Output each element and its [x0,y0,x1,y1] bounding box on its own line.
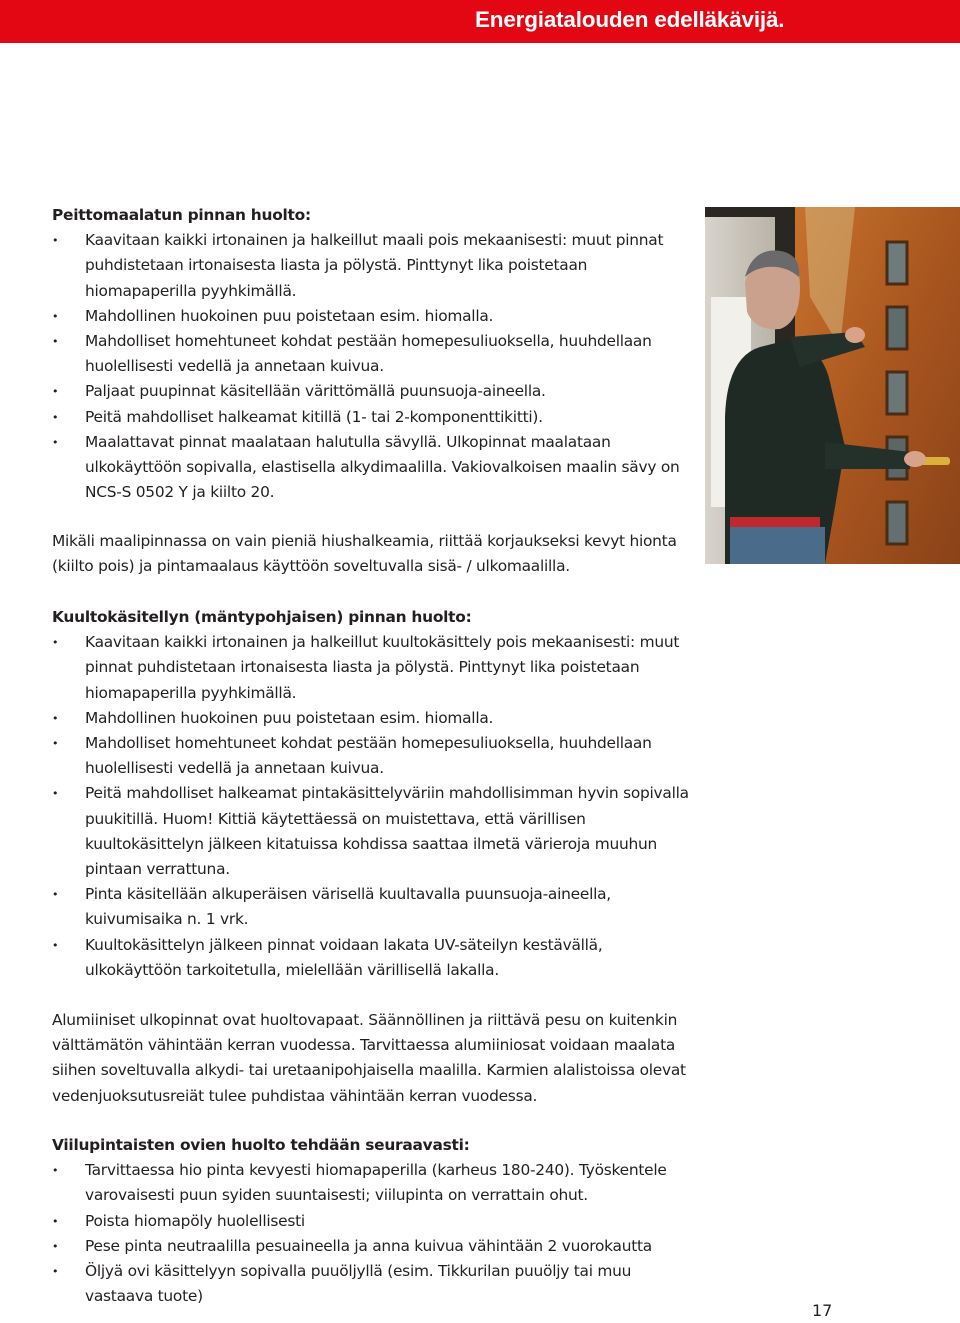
section-heading: Kuultokäsitellyn (mäntypohjaisen) pinnan huolto: [52,608,472,626]
list-item: • Tarvittaessa hio pinta kevyesti hiomapaperilla (karheus 180-240). Työskentele varovaisesti puun syiden suuntaisesti; viilupinta on verrattain ohut. [52,1158,692,1208]
header-title: Energiatalouden edelläkävijä. [475,7,785,32]
list-item: • Mahdolliset homehtuneet kohdat pestään homepesuliuoksella, huuhdellaan huolellisesti vedellä ja annetaan kuivua. [52,329,685,379]
list-item: • Mahdollinen huokoinen puu poistetaan esim. hiomalla. [52,304,685,329]
bullet-list [52,1158,692,1309]
door-painting-photo [705,207,960,564]
list-item: • Pese pinta neutraalilla pesuaineella ja anna kuivua vähintään 2 vuorokautta [52,1234,692,1259]
list-item: • Peitä mahdolliset halkeamat pintakäsittelyväriin mahdollisimman hyvin sopivalla puukitillä. Huom! Kittiä käytettäessä on muistettava, että värillisen kuultokäsittelyn jälkeen kitatuissa kohdissa saattaa ilmetä värieroja muuhun pintaan verrattuna. [52,781,692,882]
list-item: • Kaavitaan kaikki irtonainen ja halkeillut maali pois mekaanisesti: muut pinnat puhdistetaan irtonaisesta liasta ja pölystä. Pinttynyt lika poistetaan hiomapaperilla pyyhkimällä. [52,228,685,304]
list-item: • Poista hiomapöly huolellisesti [52,1209,692,1234]
list-item: • Kuultokäsittelyn jälkeen pinnat voidaan lakata UV-säteilyn kestävällä, ulkokäyttöön tarkoitetulla, mielellään värillisellä lakalla. [52,933,692,983]
section-painted-surface [52,203,692,505]
page-number: 17 [812,1301,833,1320]
list-item: • Mahdolliset homehtuneet kohdat pestään homepesuliuoksella, huuhdellaan huolellisesti vedellä ja annetaan kuivua. [52,731,692,781]
paragraph-aluminium: Alumiiniset ulkopinnat ovat huoltovapaat. Säännöllinen ja riittävä pesu on kuitenkin välttämätön vähintään kerran vuodessa. Tarvittaessa alumiiniosat voidaan maalata siihen soveltuvalla alkydi- tai uretaanipohjaisella maalilla. Karmien alalistoissa olevat vedenjuoksutusreiät tulee puhdistaa vähintään kerran vuodessa. [52,1011,686,1105]
section-stained-surface [52,605,692,983]
bullet-list [52,228,692,505]
section-veneer-doors [52,1133,692,1309]
list-item: • Mahdollinen huokoinen puu poistetaan esim. hiomalla. [52,706,692,731]
paragraph-hairline-cracks: Mikäli maalipinnassa on vain pieniä hiushalkeamia, riittää korjaukseksi kevyt hionta (kiilto pois) ja pintamaalaus käyttöön soveltuvalla sisä- / ulkomaalilla. [52,532,677,576]
list-item: • Kaavitaan kaikki irtonainen ja halkeillut kuultokäsittely pois mekaanisesti: muut pinnat puhdistetaan irtonaisesta liasta ja pölystä. Pinttynyt lika poistetaan hiomapaperilla pyyhkimällä. [52,630,692,706]
list-item: • Pinta käsitellään alkuperäisen värisellä kuultavalla puunsuoja-aineella, kuivumisaika n. 1 vrk. [52,882,692,932]
list-item: • Paljaat puupinnat käsitellään värittömällä puunsuoja-aineella. [52,379,685,404]
bullet-list [52,630,692,983]
list-item: • Öljyä ovi käsittelyyn sopivalla puuöljyllä (esim. Tikkurilan puuöljy tai muu vastaava tuote) [52,1259,692,1309]
list-item: • Maalattavat pinnat maalataan halutulla sävyllä. Ulkopinnat maalataan ulkokäyttöön sopivalla, elastisella alkydimaalilla. Vakiovalkoisen maalin sävy on NCS-S 0502 Y ja kiilto 20. [52,430,685,506]
section-heading: Viilupintaisten ovien huolto tehdään seuraavasti: [52,1136,470,1154]
list-item: • Peitä mahdolliset halkeamat kitillä (1- tai 2-komponenttikitti). [52,405,685,430]
section-heading: Peittomaalatun pinnan huolto: [52,206,311,224]
